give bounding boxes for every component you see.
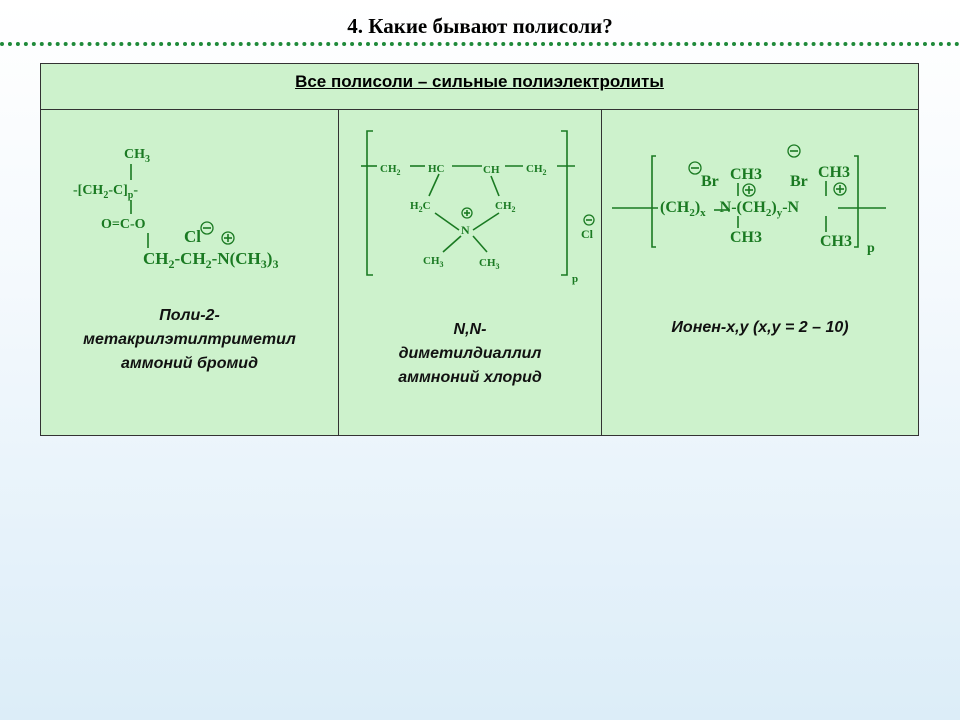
column-ionene [602, 110, 918, 435]
ch2-ring-label: $CH_2$ [495, 200, 516, 214]
caption-diallyl: N,N- диметилдиаллил аммноний хлорид [398, 321, 542, 386]
h2c-label: $H_2C$ [410, 200, 431, 214]
column-diallyl [339, 110, 602, 435]
bracket-left [652, 156, 656, 247]
ester-label: O=C-O [101, 217, 146, 232]
structure-ionene [602, 110, 918, 280]
ch3-a-label: CH3 [730, 166, 762, 183]
bond-n-me-left [443, 236, 461, 252]
me-right-label: $CH_3$ [479, 257, 500, 271]
ch3-b-label: CH3 [818, 164, 850, 181]
polysalts-table [40, 63, 919, 436]
ch3-d-label: CH3 [820, 233, 852, 250]
side-chain-label: $CH_2-CH_2-N(CH_3)_3$ [143, 249, 279, 271]
table-header [41, 64, 918, 110]
caption-ionene: Ионен-х,у (х,у = 2 – 10) [671, 319, 849, 336]
bracket-right [561, 131, 567, 275]
bond-h2c-n [435, 213, 459, 230]
structure-diallyl [339, 110, 602, 300]
p-label: p [867, 241, 875, 256]
bracket-right [854, 156, 858, 247]
bond-ch-ch2ring [491, 176, 499, 196]
anion-label: Cl [184, 227, 201, 246]
structure-polymethacrylate [41, 110, 339, 310]
ch3-c-label: CH3 [730, 229, 762, 246]
n-label: N [461, 223, 470, 237]
ch-label: CH [483, 164, 500, 176]
header-text: Все полисоли – сильные полиэлектролиты [295, 72, 664, 91]
bracket-left [367, 131, 373, 275]
bond-hc-h2c [429, 174, 439, 196]
slide-title: 4. Какие бывают полисоли? [347, 14, 613, 38]
p-label: p [572, 273, 579, 285]
dotted-divider [0, 42, 960, 46]
column-polymethacrylate [41, 110, 339, 435]
caption-polymethacrylate: Поли-2- метакрилэтилтриметил аммоний бромид [83, 307, 296, 372]
hc-label: HC [428, 163, 445, 175]
ch2-right-label: $CH_2$ [526, 163, 547, 177]
br1-label: Br [701, 173, 719, 190]
br2-label: Br [790, 173, 808, 190]
chain-label: $-[CH_2-C]_p-$ [73, 183, 138, 201]
chain-label: $(CH_2)_x$ $N-(CH_2)_y-N$ [660, 199, 800, 219]
bond-ch2-n [473, 213, 499, 230]
bond-n-me-right [473, 236, 487, 252]
me-left-label: $CH_3$ [423, 255, 444, 269]
cl-label: Cl [581, 227, 593, 241]
ch3-label: $CH_3$ [124, 147, 150, 165]
ch2-left-label: $CH_2$ [380, 163, 401, 177]
